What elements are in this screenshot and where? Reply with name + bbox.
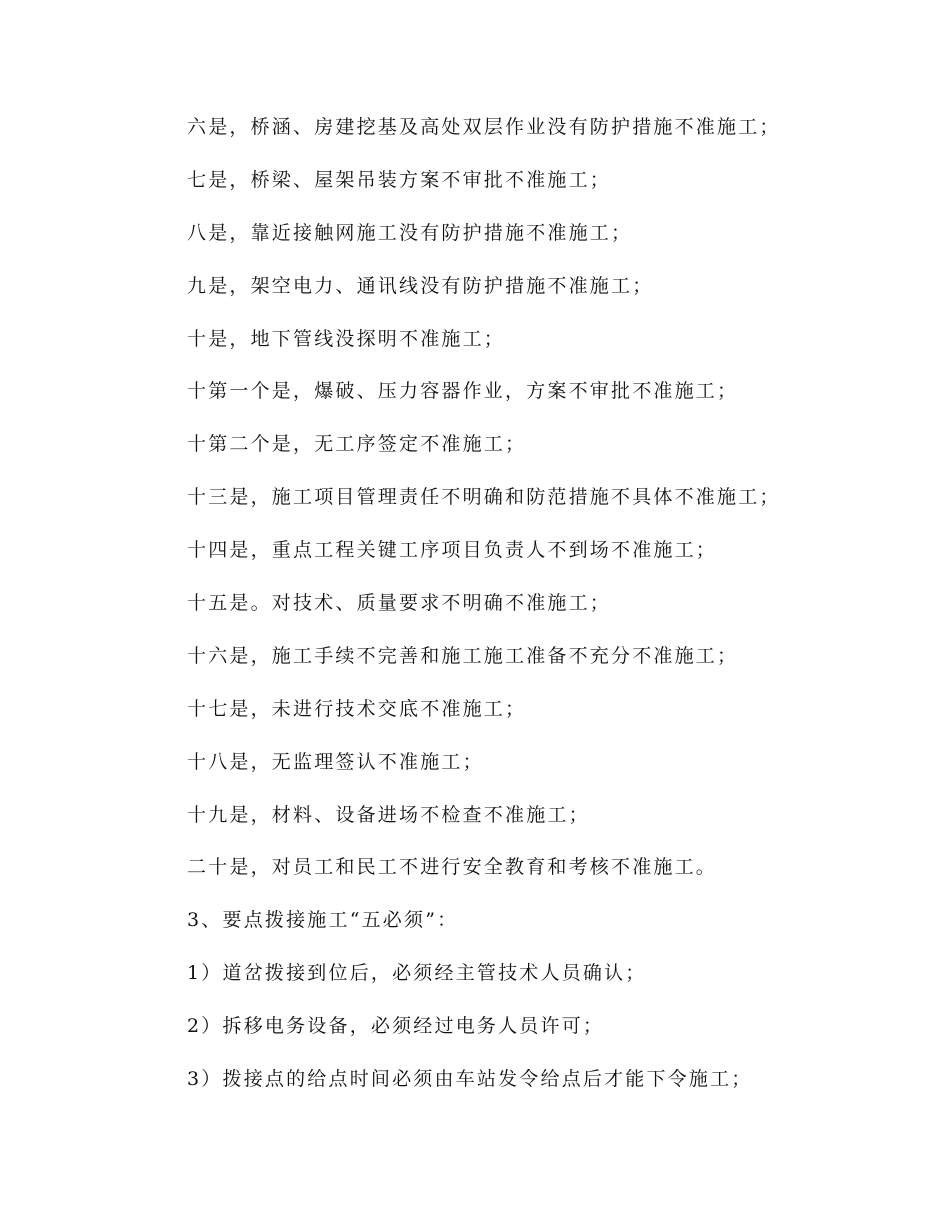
- text-line: 九是，架空电力、通讯线没有防护措施不准施工；: [187, 274, 654, 297]
- list-item: 3）拨接点的给点时间必须由车站发令给点后才能下令施工；: [187, 1068, 753, 1091]
- text-line: 十三是，施工项目管理责任不明确和防范措施不具体不准施工；: [187, 486, 781, 509]
- text-line: 十是，地下管线没探明不准施工；: [187, 327, 506, 350]
- list-item: 1）道岔拨接到位后，必须经主管技术人员确认；: [187, 962, 647, 985]
- text-line: 七是，桥梁、屋架吊装方案不审批不准施工；: [187, 168, 612, 191]
- text-line: 十六是，施工手续不完善和施工施工准备不充分不准施工；: [187, 644, 739, 667]
- text-line: 十九是，材料、设备进场不检查不准施工；: [187, 803, 590, 826]
- text-line: 十四是，重点工程关键工序项目负责人不到场不准施工；: [187, 539, 718, 562]
- text-line: 八是，靠近接触网施工没有防护措施不准施工；: [187, 221, 633, 244]
- text-line: 十第二个是，无工序签定不准施工；: [187, 433, 527, 456]
- text-line: 十五是。对技术、质量要求不明确不准施工；: [187, 592, 612, 615]
- section-heading: 3、要点拨接施工“五必须”：: [187, 909, 459, 932]
- text-line: 二十是，对员工和民工不进行安全教育和考核不准施工。: [187, 856, 718, 879]
- list-item: 2）拆移电务设备，必须经过电务人员许可；: [187, 1015, 605, 1038]
- document-body: [187, 110, 907, 1115]
- text-line: 十八是，无监理签认不准施工；: [187, 750, 484, 773]
- text-line: 十七是，未进行技术交底不准施工；: [187, 697, 527, 720]
- text-line: 十第一个是，爆破、压力容器作业，方案不审批不准施工；: [187, 380, 739, 403]
- text-line: 六是，桥涵、房建挖基及高处双层作业没有防护措施不准施工；: [187, 116, 781, 138]
